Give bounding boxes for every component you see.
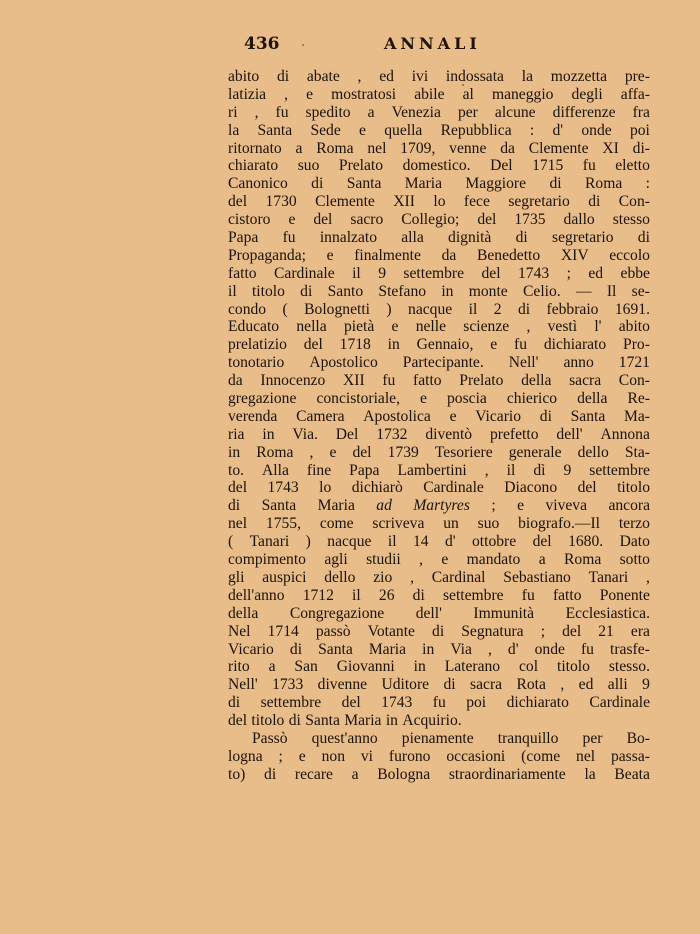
text-line: compimento agli studii , e mandato a Roma sotto <box>228 551 650 569</box>
text-line: Passò quest'anno pienamente tranquillo per Bo- <box>252 729 650 747</box>
text-line: Vicario di Santa Maria in Via , d' onde fu trasfe- <box>228 640 650 658</box>
text-line: del 1743 lo dichiarò Cardinale Diacono del titolo <box>228 479 650 497</box>
text-line: tonotario Apostolico Partecipante. Nell' anno 1721 <box>228 354 650 372</box>
text-line: Educato nella pietà e nelle scienze , vestì l' abito <box>228 318 650 336</box>
text-line: in Roma , e del 1739 Tesoriere generale dello Sta- <box>228 443 650 461</box>
text-line: Papa fu innalzato alla dignità di segretario di <box>228 229 650 247</box>
text-line: rito a San Giovanni in Laterano col titolo stesso. <box>228 658 650 676</box>
text-line: to. Alla fine Papa Lambertini , il dì 9 settembre <box>228 461 650 479</box>
text-line: del titolo di Santa Maria in Acquirio. <box>228 712 462 730</box>
text-line: della Congregazione dell' Immunità Ecclesiastica. <box>228 604 650 622</box>
text-line: del 1730 Clemente XII lo fece segretario di Con- <box>228 193 650 211</box>
text-line: logna ; e non vi furono occasioni (come nel passa- <box>228 747 650 765</box>
text-line: ri , fu spedito a Venezia per alcune differenze fra <box>228 103 650 121</box>
text-line: Canonico di Santa Maria Maggiore di Roma : <box>228 175 650 193</box>
text-line: il titolo di Santo Stefano in monte Celio. — Il se- <box>228 282 650 300</box>
text-line: condo ( Bolognetti ) nacque il 2 di febbraio 1691. <box>228 300 650 318</box>
text-line: gregazione concistoriale, e poscia chierico della Re- <box>228 390 650 408</box>
text-line: gli auspici dello zio , Cardinal Sebastiano Tanari , <box>228 568 650 586</box>
running-head: ANNALI <box>384 34 481 53</box>
text-line: ria in Via. Del 1732 diventò prefetto dell' Annona <box>228 425 650 443</box>
page-header <box>228 34 648 58</box>
text-line: latizia , e mostratosi abile al maneggio degli affa- <box>228 85 650 103</box>
text-line: Nel 1714 passò Votante di Segnatura ; del 21 era <box>228 622 650 640</box>
page-number: 436 <box>244 34 280 54</box>
text-line: prelatizio del 1718 in Gennaio, e fu dichiarato Pro- <box>228 336 650 354</box>
text-line: nel 1755, come scriveva un suo biografo.—Il terzo <box>228 515 650 533</box>
text-line: Propaganda; e finalmente da Benedetto XIV eccolo <box>228 246 650 264</box>
text-line: dell'anno 1712 il 26 di settembre fu fatto Ponente <box>228 586 650 604</box>
text-line: chiarato suo Prelato domestico. Del 1715 fu eletto <box>228 157 650 175</box>
text-line: cistoro e del sacro Collegio; del 1735 dallo stesso <box>228 211 650 229</box>
text-line: verenda Camera Apostolica e Vicario di Santa Ma- <box>228 407 650 425</box>
text-line: abito di abate , ed ivi indossata la mozzetta pre- <box>228 68 650 85</box>
text-line: da Innocenzo XII fu fatto Prelato della sacra Con- <box>228 372 650 390</box>
text-line: to) di recare a Bologna straordinariamente la Beata <box>228 765 650 783</box>
text-line: di Santa Maria ad Martyres ; e viveva ancora <box>228 497 650 515</box>
text-line: fatto Cardinale il 9 settembre del 1743 ; ed ebbe <box>228 264 650 282</box>
paper-speck <box>302 44 304 46</box>
text-line: la Santa Sede e quella Repubblica : d' onde poi <box>228 121 650 139</box>
body-text <box>228 68 650 784</box>
text-line: di settembre del 1743 fu poi dichiarato Cardinale <box>228 694 650 712</box>
text-line: ( Tanari ) nacque il 14 d' ottobre del 1680. Dato <box>228 533 650 551</box>
text-line: Nell' 1733 divenne Uditore di sacra Rota , ed alli 9 <box>228 676 650 694</box>
text-line: ritornato a Roma nel 1709, venne da Clemente XI di- <box>228 139 650 157</box>
